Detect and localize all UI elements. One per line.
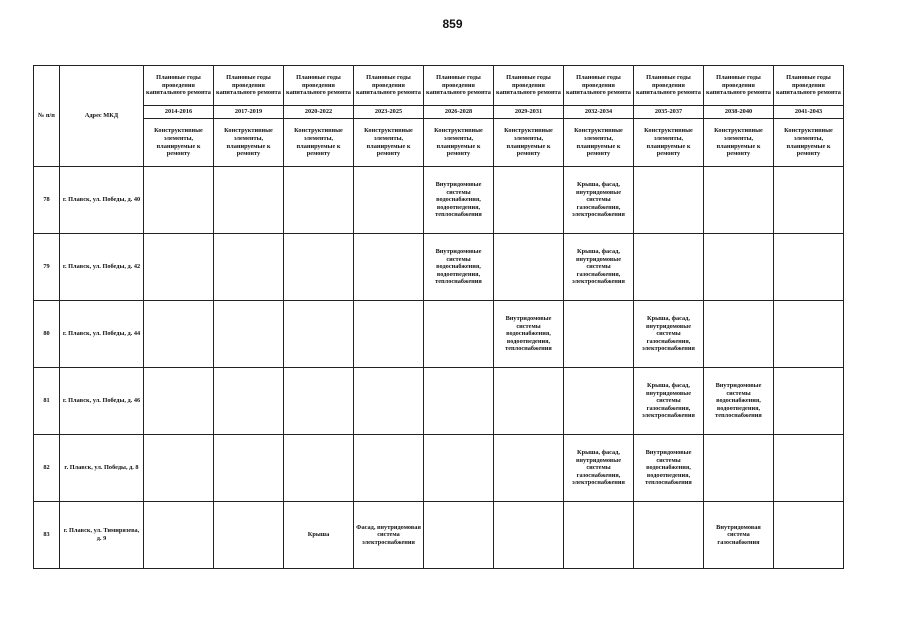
period-elements-header: Конструктивные элементы, планируемые к ремонту	[354, 119, 424, 167]
repair-elements-cell	[284, 368, 354, 435]
period-title-header: Плановые годы проведения капитального ремонта	[144, 66, 214, 106]
repair-elements-cell: Крыша, фасад, внутридомовые системы газоснабжения, электроснабжения	[564, 234, 634, 301]
period-title-header: Плановые годы проведения капитального ремонта	[284, 66, 354, 106]
period-years-header: 2041-2043	[774, 106, 844, 119]
period-title-header: Плановые годы проведения капитального ремонта	[214, 66, 284, 106]
address-cell: г. Плавск, ул. Победы, д. 40	[60, 167, 144, 234]
repair-elements-cell	[214, 368, 284, 435]
period-title-header: Плановые годы проведения капитального ремонта	[494, 66, 564, 106]
repair-elements-cell	[774, 435, 844, 502]
repair-elements-cell	[494, 502, 564, 569]
repair-elements-cell	[704, 301, 774, 368]
repair-elements-cell: Внутридомовые системы водоснабжения, водоотведения, теплоснабжения	[494, 301, 564, 368]
repair-elements-cell	[284, 301, 354, 368]
repair-elements-cell	[564, 368, 634, 435]
repair-elements-cell: Крыша, фасад, внутридомовые системы газоснабжения, электроснабжения	[564, 435, 634, 502]
repair-elements-cell	[564, 502, 634, 569]
period-elements-header: Конструктивные элементы, планируемые к ремонту	[564, 119, 634, 167]
period-elements-header: Конструктивные элементы, планируемые к ремонту	[634, 119, 704, 167]
repair-elements-cell: Крыша, фасад, внутридомовые системы газоснабжения, электроснабжения	[634, 301, 704, 368]
repair-elements-cell: Внутридомовые системы водоснабжения, водоотведения, теплоснабжения	[424, 167, 494, 234]
row-number-cell: 83	[34, 502, 60, 569]
repair-elements-cell	[144, 435, 214, 502]
address-cell: г. Плавск, ул. Победы, д. 8	[60, 435, 144, 502]
row-number-cell: 78	[34, 167, 60, 234]
repair-elements-cell: Внутридомовые системы водоснабжения, водоотведения, теплоснабжения	[704, 368, 774, 435]
period-title-header: Плановые годы проведения капитального ремонта	[424, 66, 494, 106]
repair-elements-cell	[564, 301, 634, 368]
repair-elements-cell	[424, 301, 494, 368]
repair-elements-cell	[424, 368, 494, 435]
period-elements-header: Конструктивные элементы, планируемые к ремонту	[214, 119, 284, 167]
period-years-header: 2029-2031	[494, 106, 564, 119]
repair-elements-cell	[774, 368, 844, 435]
repair-elements-cell	[634, 234, 704, 301]
capital-repair-schedule-table	[33, 65, 844, 569]
repair-elements-cell: Внутридомовая система газоснабжения	[704, 502, 774, 569]
repair-elements-cell	[284, 435, 354, 502]
repair-elements-cell	[144, 301, 214, 368]
repair-elements-cell	[634, 167, 704, 234]
period-elements-header: Конструктивные элементы, планируемые к ремонту	[774, 119, 844, 167]
column-header-number: № п/п	[34, 66, 60, 167]
repair-elements-cell	[214, 301, 284, 368]
repair-elements-cell	[774, 167, 844, 234]
repair-elements-cell	[424, 502, 494, 569]
table-row	[34, 502, 844, 569]
repair-elements-cell	[494, 234, 564, 301]
period-elements-header: Конструктивные элементы, планируемые к ремонту	[144, 119, 214, 167]
repair-elements-cell	[284, 234, 354, 301]
repair-elements-cell	[144, 502, 214, 569]
table-row	[34, 167, 844, 234]
repair-elements-cell: Крыша	[284, 502, 354, 569]
repair-elements-cell	[354, 167, 424, 234]
repair-elements-cell	[774, 301, 844, 368]
repair-elements-cell	[704, 167, 774, 234]
period-years-header: 2032-2034	[564, 106, 634, 119]
repair-elements-cell	[354, 368, 424, 435]
period-title-header: Плановые годы проведения капитального ремонта	[634, 66, 704, 106]
repair-elements-cell	[494, 368, 564, 435]
repair-elements-cell: Внутридомовые системы водоснабжения, водоотведения, теплоснабжения	[634, 435, 704, 502]
row-number-cell: 82	[34, 435, 60, 502]
repair-elements-cell	[354, 435, 424, 502]
repair-elements-cell	[214, 234, 284, 301]
address-cell: г. Плавск, ул. Тимирязева, д. 9	[60, 502, 144, 569]
repair-elements-cell	[284, 167, 354, 234]
period-years-header: 2038-2040	[704, 106, 774, 119]
address-cell: г. Плавск, ул. Победы, д. 42	[60, 234, 144, 301]
period-title-header: Плановые годы проведения капитального ремонта	[704, 66, 774, 106]
repair-elements-cell	[354, 234, 424, 301]
address-cell: г. Плавск, ул. Победы, д. 44	[60, 301, 144, 368]
repair-elements-cell	[634, 502, 704, 569]
repair-elements-cell	[704, 234, 774, 301]
repair-elements-cell	[704, 435, 774, 502]
row-number-cell: 81	[34, 368, 60, 435]
repair-elements-cell: Крыша, фасад, внутридомовые системы газоснабжения, электроснабжения	[564, 167, 634, 234]
repair-elements-cell	[774, 234, 844, 301]
column-header-address: Адрес МКД	[60, 66, 144, 167]
period-title-header: Плановые годы проведения капитального ремонта	[774, 66, 844, 106]
repair-elements-cell	[214, 167, 284, 234]
address-cell: г. Плавск, ул. Победы, д. 46	[60, 368, 144, 435]
period-years-header: 2026-2028	[424, 106, 494, 119]
repair-elements-cell: Внутридомовые системы водоснабжения, водоотведения, теплоснабжения	[424, 234, 494, 301]
row-number-cell: 80	[34, 301, 60, 368]
period-years-header: 2017-2019	[214, 106, 284, 119]
repair-elements-cell	[144, 234, 214, 301]
repair-elements-cell	[774, 502, 844, 569]
period-title-header: Плановые годы проведения капитального ремонта	[354, 66, 424, 106]
repair-elements-cell	[144, 167, 214, 234]
repair-elements-cell: Фасад, внутридомовая система электроснабжения	[354, 502, 424, 569]
period-elements-header: Конструктивные элементы, планируемые к ремонту	[284, 119, 354, 167]
period-years-header: 2035-2037	[634, 106, 704, 119]
repair-elements-cell	[494, 435, 564, 502]
repair-elements-cell	[424, 435, 494, 502]
period-years-header: 2014-2016	[144, 106, 214, 119]
period-years-header: 2023-2025	[354, 106, 424, 119]
row-number-cell: 79	[34, 234, 60, 301]
table-row	[34, 301, 844, 368]
repair-elements-cell	[214, 502, 284, 569]
period-elements-header: Конструктивные элементы, планируемые к ремонту	[424, 119, 494, 167]
period-years-header: 2020-2022	[284, 106, 354, 119]
table-row	[34, 368, 844, 435]
table-row	[34, 435, 844, 502]
period-elements-header: Конструктивные элементы, планируемые к ремонту	[704, 119, 774, 167]
repair-elements-cell: Крыша, фасад, внутридомовые системы газоснабжения, электроснабжения	[634, 368, 704, 435]
repair-elements-cell	[354, 301, 424, 368]
period-title-header: Плановые годы проведения капитального ремонта	[564, 66, 634, 106]
period-elements-header: Конструктивные элементы, планируемые к ремонту	[494, 119, 564, 167]
page-number: 859	[442, 17, 463, 31]
table-row	[34, 234, 844, 301]
repair-elements-cell	[214, 435, 284, 502]
repair-elements-cell	[144, 368, 214, 435]
repair-elements-cell	[494, 167, 564, 234]
